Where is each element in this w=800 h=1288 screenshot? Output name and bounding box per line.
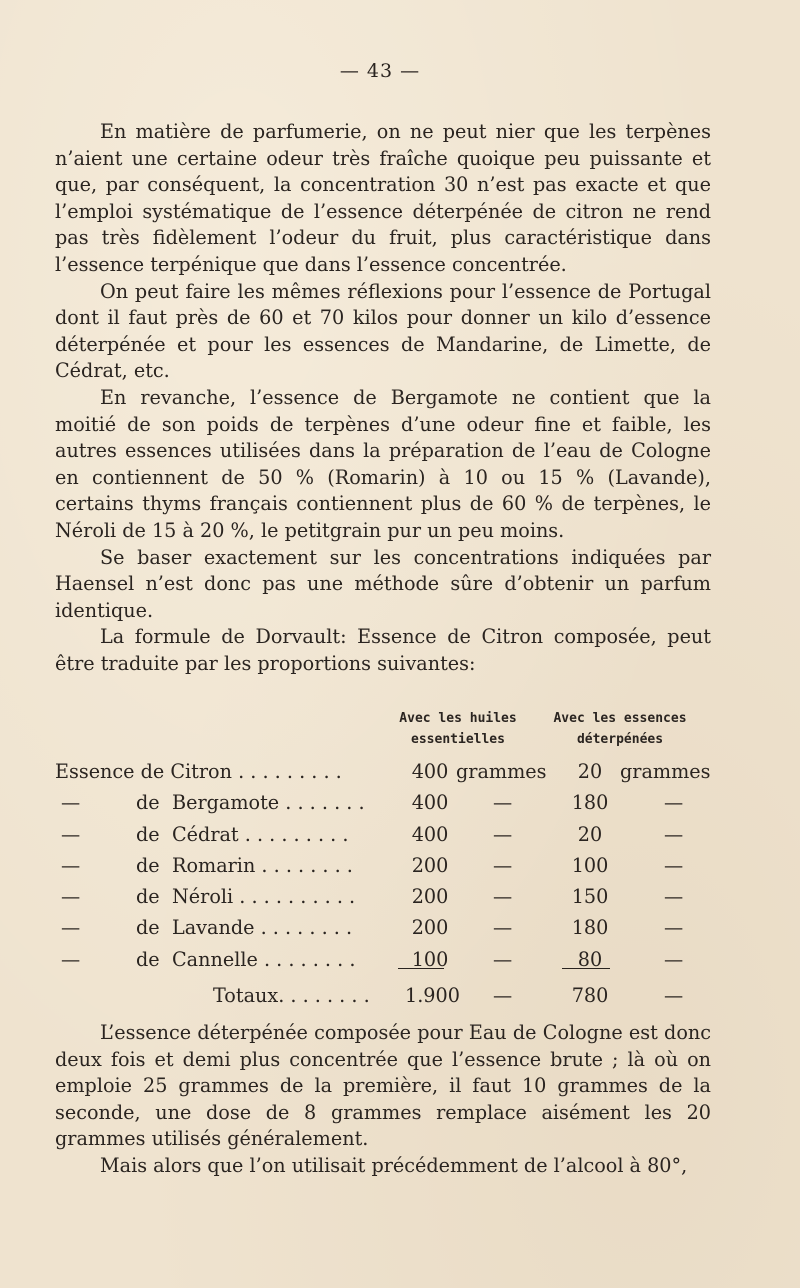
formula-table bbox=[0, 760, 800, 979]
value-oils: 100 bbox=[411, 947, 449, 971]
ingredient-name: Lavande . . . . . . . . bbox=[172, 916, 353, 940]
unit-deterpenated: grammes bbox=[620, 760, 711, 783]
value-oils: 200 bbox=[411, 916, 449, 940]
ingredient-name: Cédrat . . . . . . . . . bbox=[172, 822, 349, 846]
column-header-deterpenated bbox=[540, 708, 700, 750]
value-deterpenated: 180 bbox=[571, 791, 609, 815]
ingredient-name: Bergamote . . . . . . . bbox=[172, 791, 365, 815]
column-header-essential-oils bbox=[378, 708, 538, 750]
value-deterpenated: 80 bbox=[577, 947, 603, 971]
ditto-dash: — bbox=[664, 916, 684, 940]
ditto-dash: — bbox=[664, 853, 684, 877]
totals-label: Totaux. . . . . . . . bbox=[213, 984, 370, 1007]
ditto-dash: — bbox=[493, 947, 513, 971]
ditto-dash: — bbox=[664, 885, 684, 909]
unit-oils: grammes bbox=[456, 760, 547, 783]
total-oils: 1.900 bbox=[405, 984, 460, 1007]
bottom-text-block bbox=[55, 1020, 711, 1180]
table-row bbox=[0, 948, 800, 979]
column-header-line: déterpénées bbox=[576, 732, 664, 747]
ingredient-name: Néroli . . . . . . . . . . bbox=[172, 885, 356, 909]
ingredient-name: Essence de Citron . . . . . . . . . bbox=[55, 760, 342, 783]
ditto-dash: — bbox=[493, 853, 513, 877]
paragraph: On peut faire les mêmes réflexions pour l’essence de Portugal dont il faut près de 60 et 70 kilos pour donner un kilo d’essence déterpénée et pour les essences de Mandarine, de Limette, de Cédrat, etc. bbox=[55, 279, 711, 383]
ditto-dash: — bbox=[61, 947, 81, 971]
ingredient-prefix: de bbox=[136, 822, 160, 846]
ingredient-prefix: de bbox=[136, 791, 160, 815]
paragraph: Mais alors que l’on utilisait précédemment de l’alcool à 80°, bbox=[100, 1153, 688, 1177]
ingredient-name: Cannelle . . . . . . . . bbox=[172, 947, 356, 971]
ditto-dash: — bbox=[493, 791, 513, 815]
table-row bbox=[0, 791, 800, 822]
table-row bbox=[0, 823, 800, 854]
value-deterpenated: 20 bbox=[577, 822, 603, 846]
ingredient-prefix: de bbox=[136, 853, 160, 877]
ditto-dash: — bbox=[664, 822, 684, 846]
ditto-dash: — bbox=[61, 853, 81, 877]
value-deterpenated: 20 bbox=[577, 760, 603, 783]
value-oils: 400 bbox=[411, 791, 449, 815]
column-header-line: essentielles bbox=[411, 732, 505, 747]
value-deterpenated: 100 bbox=[571, 853, 609, 877]
column-header-line: Avec les huiles bbox=[399, 711, 517, 726]
paragraph: La formule de Dorvault: Essence de Citron composée, peut être traduite par les proportions suivantes: bbox=[55, 625, 711, 675]
ingredient-prefix: de bbox=[136, 947, 160, 971]
paragraph: En matière de parfumerie, on ne peut nier que les terpènes n’aient une certaine odeur très fraîche quoique peu puissante et que, par conséquent, la concentration 30 n’est pas exacte et que l’emploi systématique de l’essence déterpénée de citron ne rend pas très fidèlement l’odeur du fruit, plus caractéristique dans l’essence terpénique que dans l’essence concentrée. bbox=[55, 120, 711, 276]
paragraph: L’essence déterpénée composée pour Eau de Cologne est donc deux fois et demi plus concentrée que l’essence brute ; là où on emploie 25 grammes de la première, il faut 10 grammes de la seconde, une dose de 8 grammes remplace aisément les 20 grammes utilisés généralement. bbox=[55, 1021, 711, 1151]
ditto-dash: — bbox=[493, 822, 513, 846]
paragraph: En revanche, l’essence de Bergamote ne contient que la moitié de son poids de terpènes d’une odeur fine et faible, les autres essences utilisées dans la préparation de l’eau de Cologne en contiennent de 50 % (Romarin) à 10 ou 15 % (Lavande), certains thyms français contiennent plus de 60 % de terpènes, le Néroli de 15 à 20 %, le petitgrain pur un peu moins. bbox=[55, 385, 711, 542]
page-number: — 43 — bbox=[339, 60, 421, 82]
paragraph: Se baser exactement sur les concentrations indiquées par Haensel n’est donc pas une méthode sûre d’obtenir un parfum identique. bbox=[55, 545, 711, 622]
value-oils: 200 bbox=[411, 885, 449, 909]
ditto-dash: — bbox=[61, 885, 81, 909]
ingredient-prefix: de bbox=[136, 885, 160, 909]
ditto-dash: — bbox=[61, 916, 81, 940]
ditto-dash: — bbox=[493, 984, 513, 1007]
top-text-block bbox=[55, 119, 711, 677]
value-deterpenated: 150 bbox=[571, 885, 609, 909]
column-header-line: Avec les essences bbox=[553, 711, 687, 726]
table-row bbox=[0, 916, 800, 947]
ingredient-prefix: de bbox=[136, 916, 160, 940]
table-row bbox=[0, 885, 800, 916]
sum-rule-deterpenated bbox=[562, 968, 610, 969]
ditto-dash: — bbox=[664, 947, 684, 971]
sum-rule-oils bbox=[398, 968, 444, 969]
ingredient-name: Romarin . . . . . . . . bbox=[172, 853, 353, 877]
table-row bbox=[0, 854, 800, 885]
ditto-dash: — bbox=[61, 791, 81, 815]
table-row bbox=[0, 760, 800, 791]
ditto-dash: — bbox=[61, 822, 81, 846]
value-oils: 400 bbox=[411, 822, 449, 846]
totals-row bbox=[0, 984, 800, 1015]
value-oils: 200 bbox=[411, 853, 449, 877]
value-deterpenated: 180 bbox=[571, 916, 609, 940]
ditto-dash: — bbox=[493, 916, 513, 940]
value-oils: 400 bbox=[411, 760, 449, 783]
ditto-dash: — bbox=[664, 791, 684, 815]
total-deterpenated: 780 bbox=[571, 984, 609, 1007]
ditto-dash: — bbox=[664, 984, 684, 1007]
ditto-dash: — bbox=[493, 885, 513, 909]
